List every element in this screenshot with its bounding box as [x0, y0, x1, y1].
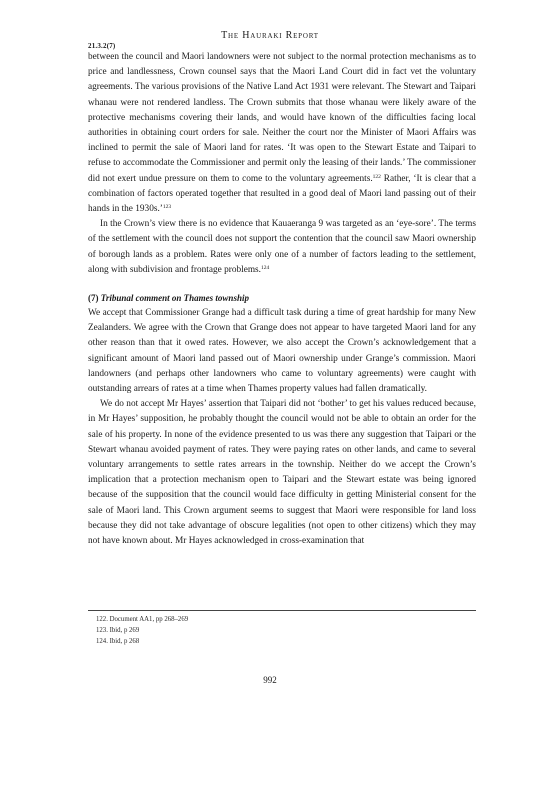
section-heading: (7) Tribunal comment on Thames township — [88, 293, 249, 304]
report-title: The Hauraki Report — [221, 30, 319, 41]
paragraph: In the Crown’s view there is no evidence that Kauaeranga 9 was targeted as an ‘eye-sore’. The terms of the settlement with the council does not support the contention that the council saw Maori ownership of borough lands as a problem. Rates were only one of a number of factors leading to the settlement, along with subdivision and frontage problems.$^{124}$ — [88, 219, 476, 275]
footnote-divider — [88, 610, 476, 611]
footnote-marker[interactable]: 122 — [372, 173, 381, 180]
paragraph: We do not accept Mr Hayes’ assertion that Taipari did not ‘bother’ to get his values reduced because, in Mr Hayes’ supposition, he probably thought the council would not be able to obtain an order for the sale of his property. In none of the evidence presented to us was there any suggestion that Taipari or the Stewart whanau avoided payment of rates. They were paying rates on other lands, and came to several voluntary arrangements to settle rates arrears in the township. Neither do we accept the Crown’s implication that a protection mechanism open to Taipari and the Stewart estate was being ignored because of the supposition that the council would face difficulty in getting Ministerial consent for the sale of Maori land. This Crown argument seems to suggest that Maori were responsible for land loss because they did not take advantage of obscure legalities (not open to other citizens) which they may not have known about. Mr Hayes acknowledged in cross-examination that — [88, 399, 476, 547]
footnote-marker[interactable]: 124 — [261, 264, 270, 271]
paragraph: We accept that Commissioner Grange had a difficult task during a time of great hardship for many New Zealanders. We agree with the Crown that Grange does not appear to have targeted Maori land for any other reason than that it owed rates. However, we also accept the Crown’s acknowledgement that a significant amount of Maori land passed out of Maori ownership under Grange’s commission. Maori landowners (and perhaps other landowners who came to voluntary agreements) were caught with outstanding arrears of rates at a time when Thames property values had fallen dramatically. — [88, 308, 476, 395]
footnote-marker[interactable]: 123 — [162, 204, 172, 211]
running-head — [0, 30, 540, 50]
footnotes — [96, 614, 188, 647]
footnote: 124. Ibid, p 268 — [96, 638, 140, 645]
section-reference: 21.3.2(7) — [88, 42, 116, 50]
footnote: 123. Ibid, p 269 — [96, 627, 140, 634]
page-number: 992 — [263, 675, 277, 685]
footnote: 122. Document AA1, pp 268–269 — [96, 616, 189, 623]
paragraph: between the council and Maori landowners were not subject to the normal protection mechanisms as to price and landlessness, Crown counsel says that the Maori Land Court did in fact vet the voluntary agreements. The various provisions of the Native Land Act 1931 were relevant. The Stewart and Taipari whanau were not rendered landless. The Crown submits that those whanau were likely aware of the protective mechanisms covering their lands, and would have known of the difficulties facing local authorities in obtaining court orders for sale. Neither the court nor the Minister of Maori Affairs was inclined to permit the sale of Maori land for rates. ‘It was open to the Stewart Estate and Taipari to refuse to accommodate the Commissioner and permit only the leasing of their lands.’ The commissioner did not exert undue pressure on them to come to the voluntary agreements.$^{122}$ Rather, ‘It is clear that a combination of factors operated together that resulted in a good deal of Maori land passing out of their hands in the 1930s.’$^{123}$ — [88, 52, 477, 215]
body-text — [88, 50, 476, 549]
